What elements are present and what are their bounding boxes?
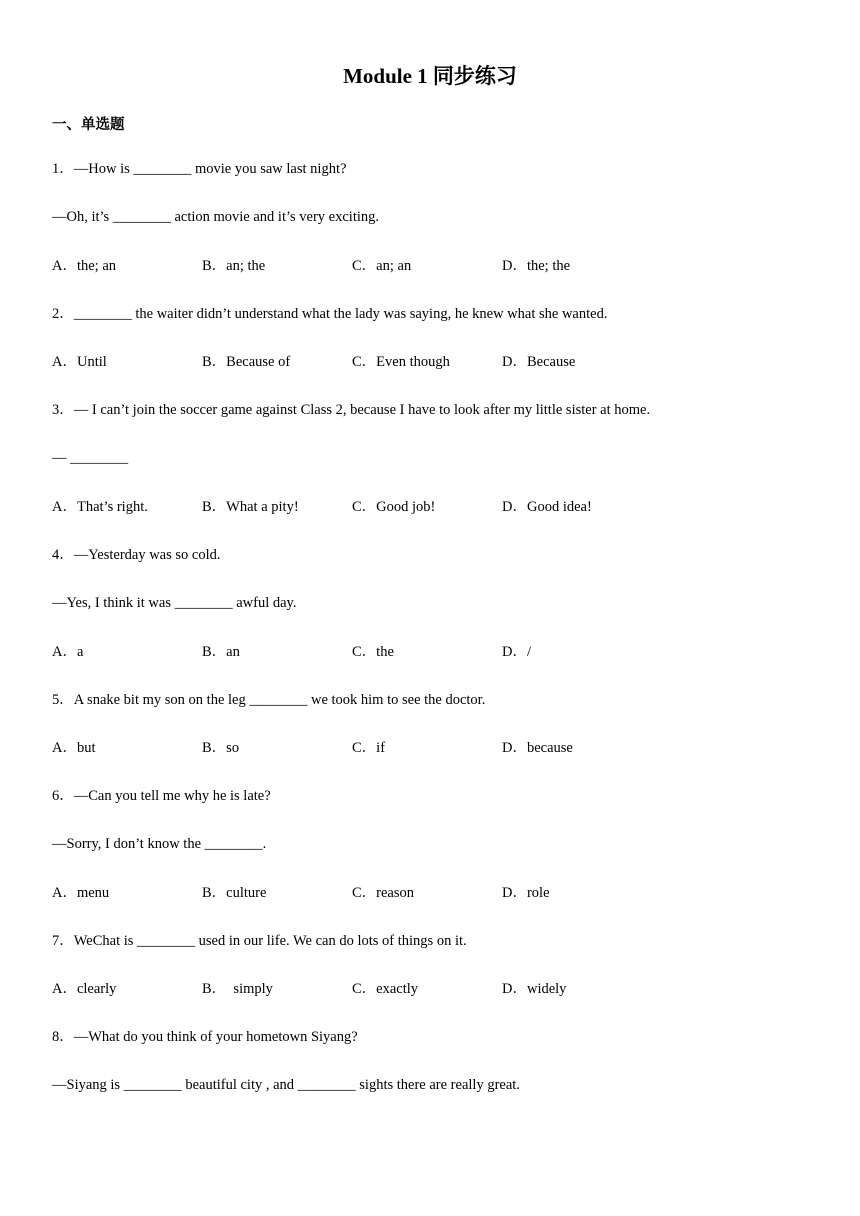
question-2-option-c: C．Even though (352, 354, 450, 370)
question-6-option-a: A．menu (52, 885, 110, 901)
page-title: Module 1 同步练习 (343, 64, 517, 88)
question-3-option-b: B．What a pity! (202, 499, 299, 515)
question-4-option-c: C．the (352, 644, 394, 660)
question-5-option-b: B．so (202, 740, 240, 756)
question-3-option-c: C．Good job! (352, 499, 436, 515)
question-1-option-d: D．the; the (502, 258, 571, 274)
question-6-stem: 6．—Can you tell me why he is late? (52, 788, 271, 804)
question-1-option-a: A．the; an (52, 258, 117, 274)
question-1-stem: 1．—How is ________ movie you saw last night? (52, 161, 347, 177)
question-8-stem: 8．—What do you think of your hometown Siyang? (52, 1029, 358, 1045)
question-7-option-c: C．exactly (352, 981, 419, 997)
question-1-option-c: C．an; an (352, 258, 412, 274)
question-1-option-b: B．an; the (202, 258, 266, 274)
question-6-option-d: D．role (502, 885, 550, 901)
question-8-line-2: —Siyang is ________ beautiful city , and ________ sights there are really great. (52, 1077, 520, 1093)
section-heading: 一、单选题 (52, 117, 125, 133)
question-5-option-a: A．but (52, 740, 96, 756)
question-3-option-a: A．That’s right. (52, 499, 148, 515)
question-4-option-d: D．/ (502, 644, 531, 660)
question-7-stem: 7．WeChat is ________ used in our life. We can do lots of things on it. (52, 933, 467, 949)
question-3-stem: 3．— I can’t join the soccer game against Class 2, because I have to look after my little sister at home. (52, 402, 651, 418)
question-6-option-b: B．culture (202, 885, 267, 901)
question-4-stem: 4．—Yesterday was so cold. (52, 547, 221, 563)
question-2-option-a: A．Until (52, 354, 107, 370)
question-5-option-d: D．because (502, 740, 573, 756)
question-5-stem: 5．A snake bit my son on the leg ________ we took him to see the doctor. (52, 692, 486, 708)
question-1-line-2: —Oh, it’s ________ action movie and it’s very exciting. (52, 209, 380, 225)
question-4-line-2: —Yes, I think it was ________ awful day. (52, 595, 297, 611)
question-2-option-d: D．Because (502, 354, 576, 370)
question-4-option-a: A．a (52, 644, 84, 660)
question-5-option-c: C．if (352, 740, 386, 756)
question-7-option-a: A．clearly (52, 981, 117, 997)
question-3-option-d: D．Good idea! (502, 499, 592, 515)
question-6-line-2: —Sorry, I don’t know the ________. (52, 836, 267, 852)
question-6-option-c: C．reason (352, 885, 415, 901)
question-2-option-b: B．Because of (202, 354, 291, 370)
question-3-line-2: — ________ (52, 450, 129, 466)
question-7-option-b: B． simply (202, 981, 273, 997)
question-2-stem: 2．________ the waiter didn’t understand what the lady was saying, he knew what she wanted. (52, 306, 608, 322)
question-4-option-b: B．an (202, 644, 240, 660)
question-7-option-d: D．widely (502, 981, 567, 997)
